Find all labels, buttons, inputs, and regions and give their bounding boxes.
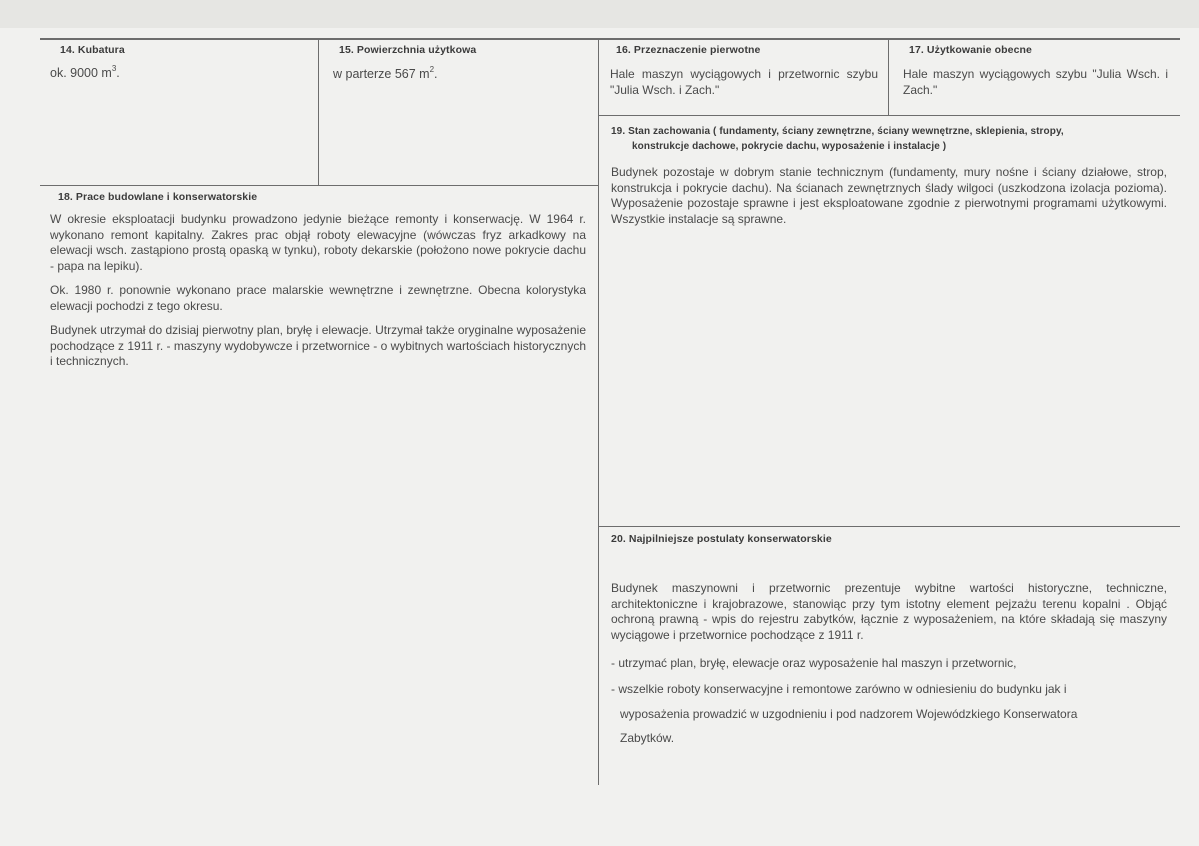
field-20-header: 20. Najpilniejsze postulaty konserwatorskie (611, 533, 832, 545)
field-17-value: Hale maszyn wyciągowych szybu "Julia Wsch. i Zach." (903, 67, 1168, 97)
field-20-item-1: - utrzymać plan, bryłę, elewacje oraz wyposażenie hal maszyn i przetwornic, (611, 656, 1017, 670)
field-15-value-sup: 2 (429, 65, 435, 74)
field-20-item-2: - wszelkie roboty konserwacyjne i remontowe zarówno w odniesieniu do budynku jak i (611, 682, 1067, 696)
field-14-value-suffix: . (116, 66, 120, 80)
scan-top-band (0, 0, 1199, 28)
top-rule (40, 38, 1180, 40)
field-15-value-text: w parterze 567 m (333, 67, 430, 81)
field-14-value (50, 66, 120, 82)
field-17-header: 17. Użytkowanie obecne (909, 44, 1032, 56)
rule-above-20 (598, 526, 1180, 527)
rule-above-18 (40, 185, 598, 186)
field-16-header: 16. Przeznaczenie pierwotne (616, 44, 761, 56)
field-19-header-line1: 19. Stan zachowania ( fundamenty, ściany zewnętrzne, ściany wewnętrzne, sklepienia, stropy, (611, 126, 1064, 137)
field-16-value: Hale maszyn wyciągowych i przetwornic szybu "Julia Wsch. i Zach." (610, 67, 878, 97)
field-20-item-2-end: Zabytków. (620, 731, 675, 745)
field-18-body (50, 212, 586, 379)
field-14-value-text: ok. 9000 m (50, 66, 112, 80)
field-15-value (333, 67, 438, 83)
field-19-header-line2: konstrukcje dachowe, pokrycie dachu, wyposażenie i instalacje ) (632, 141, 947, 152)
field-18-paragraph: W okresie eksploatacji budynku prowadzono jedynie bieżące remonty i konserwację. W 1964 r. wykonano remont kapitalny. Zakres prac objął roboty elewacyjne (wówczas fryz arkadkowy na elewacji wsch. zastąpiono prostą opaską w tynku), roboty dekarskie (położono nowe pokrycie dachu - papa na lepiku). (50, 212, 586, 273)
field-20-item-2-continued: wyposażenia prowadzić w uzgodnieniu i pod nadzorem Wojewódzkiego Konserwatora (620, 707, 1078, 721)
field-15-header: 15. Powierzchnia użytkowa (339, 44, 477, 56)
field-18-paragraph: Ok. 1980 r. ponownie wykonano prace malarskie wewnętrzne i zewnętrzne. Obecna kolorystyka elewacji pochodzi z tego okresu. (50, 283, 586, 313)
field-19-value: Budynek pozostaje w dobrym stanie technicznym (fundamenty, mury nośne i ściany działowe, strop, konstrukcja i pokrycie dachu). Na ścianach zewnętrznych ślady wilgoci (uszkodzona izolacja pozioma). Wyposażenie pozostaje sprawne i jest eksploatowane zgodnie z pierwotnymi programami użytkowymi. Wszystkie instalacje są sprawne. (611, 165, 1167, 226)
divider-16-17 (888, 39, 889, 115)
field-20-intro: Budynek maszynowni i przetwornic prezentuje wybitne wartości historyczne, techniczne, architektoniczne i krajobrazowe, stanowiąc przy tym istotny element pejzażu terenu kopalni . Objąć ochroną prawną - wpis do rejestru zabytków, łącznie z wyposażeniem, na które składają się maszyny wyciągowe i przetwornice pochodzące z 1911 r. (611, 581, 1167, 642)
divider-15-16 (598, 39, 599, 785)
rule-under-16-17 (598, 115, 1180, 116)
field-15-value-suffix: . (434, 67, 438, 81)
field-14-value-sup: 3 (111, 64, 117, 73)
divider-14-15 (318, 39, 319, 186)
field-18-paragraph: Budynek utrzymał do dzisiaj pierwotny plan, bryłę i elewacje. Utrzymał także oryginalne wyposażenie pochodzące z 1911 r. - maszyny wydobywcze i przetwornice - o wybitnych wartościach historycznych i technicznych. (50, 323, 586, 368)
field-18-header: 18. Prace budowlane i konserwatorskie (58, 191, 258, 203)
field-14-header: 14. Kubatura (60, 44, 125, 56)
